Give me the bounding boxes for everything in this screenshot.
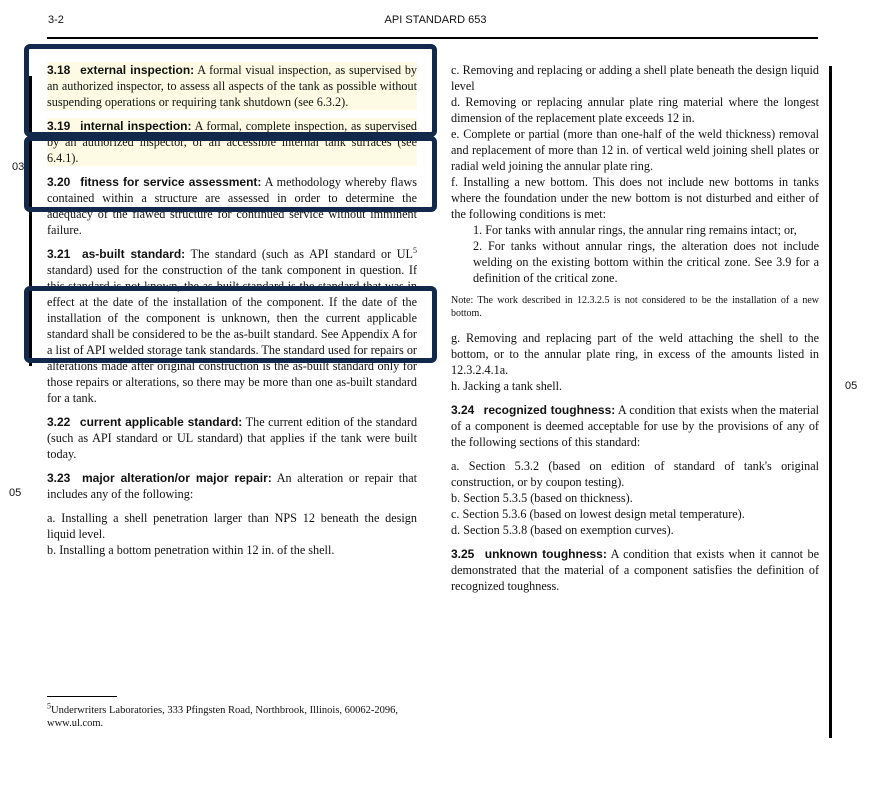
page-number: 3-2 (48, 14, 64, 26)
list-item: f. Installing a new bottom. This does not include new bottoms in tanks where the foundation under the new bottom is not disturbed and either of the following conditions is met: (451, 175, 819, 221)
margin-revision-mark: 05 (9, 487, 22, 499)
list-item: c. Removing and replacing or adding a shell plate beneath the design liquid level (451, 63, 819, 93)
definition-3-19: 3.19 internal inspection: A formal, complete inspection, as supervised by an authorized inspector, of all accessible internal tank surfaces (see 6.4.1). (47, 119, 418, 165)
definition-3-25: 3.25 unknown toughness: A condition that exists when it cannot be demonstrated that the material of a component satisfies the definition of recognized toughness. (451, 547, 819, 593)
list-item: e. Complete or partial (more than one-half of the weld thickness) removal and replacement of more than 12 in. of vertical weld joining shell plates or radial weld joining the annular plate ring. (451, 127, 819, 173)
highlight-box-3-19[interactable] (24, 136, 437, 212)
definition-3-21: 3.21 as-built standard: The standard (such as API standard or $UL^5$ standard) used for the construction of the tank component in question. If this standard is not known, the as-built standard is the standard that was in effect at the date of the installation of the component. If the date of the installation of the component is unknown, then the current applicable standard shall be considered to be the as-built standard. See Appendix A for a list of API welded storage tank standards. The standard used for repairs or alterations made after original construction is the as-built standard only for those repairs or alterations, so there may be more than one as-built standard for a tank. (47, 245, 417, 405)
list-item: c. Section 5.3.6 (based on lowest design metal temperature). (451, 507, 745, 521)
highlight-box-3-21[interactable] (24, 286, 437, 363)
margin-revision-mark: 03 (12, 161, 25, 173)
list-item: d. Section 5.3.8 (based on exemption curves). (451, 523, 674, 537)
change-bar (829, 66, 832, 738)
definition-3-23: 3.23 major alteration/or major repair: An alteration or repair that includes any of the following: (47, 471, 417, 501)
margin-revision-mark: 05 (845, 380, 858, 392)
footnote-ref: 5 (413, 245, 417, 255)
header-rule (47, 37, 818, 39)
definition-3-20: 3.20 fitness for service assessment: A methodology whereby flaws contained within a structure are assessed in order to determine the adequacy of the flawed structure for continued service without imminent failure. (47, 175, 417, 237)
list-item: b. Installing a bottom penetration within 12 in. of the shell. (47, 543, 335, 557)
definition-3-24: 3.24 recognized toughness: A condition that exists when the material of a component is deemed acceptable for use by the provisions of any of the following sections of this standard: (451, 403, 820, 449)
right-column (451, 62, 819, 602)
definition-3-18: 3.18 external inspection: A formal visual inspection, as supervised by an authorized inspector, to assess all aspects of the tank as possible without suspending operations or requiring tank shutdown (see 6.3.2). (47, 63, 418, 109)
list-item: h. Jacking a tank shell. (451, 379, 563, 393)
sub-list-item: 1. For tanks with annular rings, the annular ring remains intact; or, (473, 223, 797, 237)
running-header-title: API STANDARD 653 (384, 14, 487, 26)
list-item: a. Section 5.3.2 (based on edition of standard of tank's original construction, or by coupon testing). (451, 459, 819, 489)
note: Note: The work described in 12.3.2.5 is not considered to be the installation of a new bottom. (451, 295, 819, 319)
list-item: g. Removing and replacing part of the weld attaching the shell to the bottom, or to the annular plate ring, in excess of the amounts listed in 12.3.2.4.1a. (451, 331, 819, 377)
footnote-rule (47, 696, 117, 697)
list-item: a. Installing a shell penetration larger than NPS 12 beneath the design liquid level. (47, 511, 417, 541)
list-item: b. Section 5.3.5 (based on thickness). (451, 491, 633, 505)
list-item: d. Removing or replacing annular plate ring material where the longest dimension of the replacement plate exceeds 12 in. (451, 95, 819, 125)
footnote: $^5$Underwriters Laboratories, 333 Pfingsten Road, Northbrook, Illinois, 60062-2096, www.ul.com. (47, 701, 399, 729)
definition-3-22: 3.22 current applicable standard: The current edition of the standard (such as API standard or UL standard) that applies if the tank were built today. (47, 415, 418, 461)
sub-list-item: 2. For tanks without annular rings, the alteration does not include welding on the existing bottom within the critical zone. See 3.9 for a definition of the critical zone. (473, 239, 819, 285)
highlight-box-3-18[interactable] (24, 44, 437, 137)
